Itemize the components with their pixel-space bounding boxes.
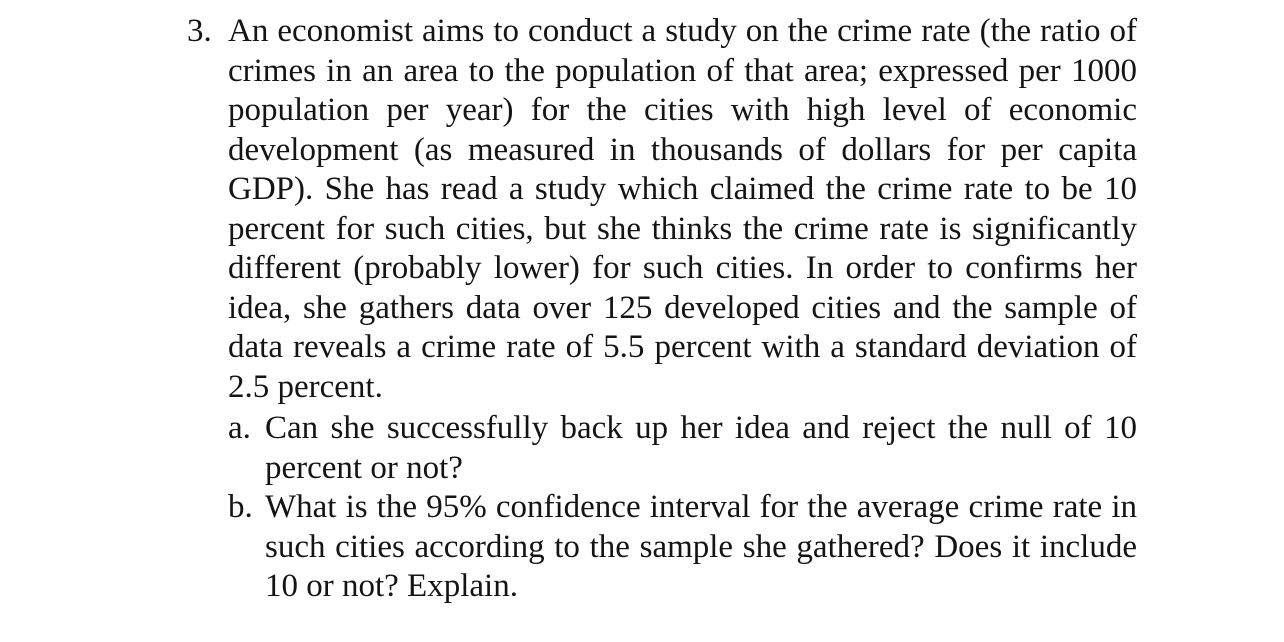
question-text: An economist aims to conduct a study on the crime rate (the ratio of crimes in an area to the population of that area; expressed per 1000 population per year) for the cities with high level of economic development (as measured in thousands of dollars for per capita GDP). She has read a study which claimed the crime rate to be 10 percent for such cities, but she thinks the crime rate is significantly different (probably lower) for such cities. In order to confirms her idea, she gathers data over 125 developed cities and the sample of data reveals a crime rate of 5.5 percent with a standard deviation of 2.5 percent. bbox=[228, 13, 1137, 405]
question-number: 3. bbox=[187, 13, 212, 49]
problem-3 bbox=[187, 12, 1137, 607]
sub-question-a-text: Can she successfully back up her idea and reject the null of 10 percent or not? bbox=[265, 410, 1137, 486]
sub-question-a bbox=[187, 409, 1137, 488]
sub-questions bbox=[187, 409, 1137, 607]
sub-question-b bbox=[187, 488, 1137, 607]
sub-question-a-label: a. bbox=[228, 410, 251, 446]
question-block bbox=[187, 12, 1137, 407]
sub-question-b-label: b. bbox=[228, 489, 253, 525]
sub-question-b-text: What is the 95% confidence interval for the average crime rate in such cities according to the sample she gathered? Does it include 10 or not? Explain. bbox=[265, 489, 1137, 604]
